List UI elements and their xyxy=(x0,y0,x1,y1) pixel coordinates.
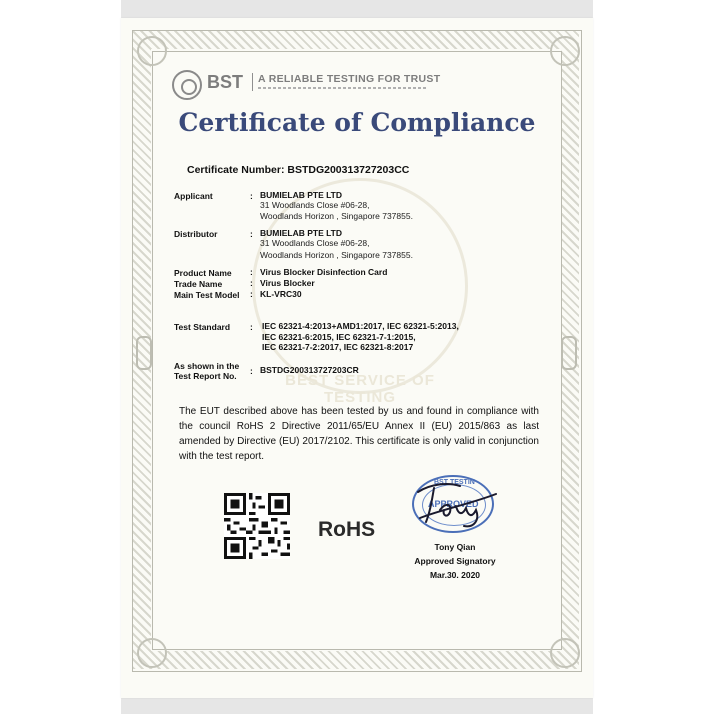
test-standard-label: Test Standard xyxy=(174,322,231,332)
brand-tagline: A RELIABLE TESTING FOR TRUST xyxy=(258,73,441,85)
corner-ornament-icon xyxy=(550,36,580,66)
watermark-text: BEST SERVICE OF TESTING xyxy=(285,372,435,406)
signatory-title: Approved Signatory xyxy=(414,556,496,566)
test-report-number: BSTDG200313727203CR xyxy=(260,365,359,375)
trade-name: Virus Blocker xyxy=(260,278,315,288)
test-standard-line: IEC 62321-6:2015, IEC 62321-7-1:2015, xyxy=(262,332,416,342)
rohs-mark: RoHS xyxy=(318,518,376,541)
brand-name: BST xyxy=(207,72,243,92)
colon: : xyxy=(250,267,253,277)
colon: : xyxy=(250,278,253,288)
applicant-name: BUMIELAB PTE LTD xyxy=(260,190,343,200)
top-background-band xyxy=(121,0,593,18)
report-label-line2: Test Report No. xyxy=(174,371,237,381)
qr-code-icon[interactable] xyxy=(224,493,290,559)
brand-tagline-fineprint xyxy=(258,87,428,89)
colon: : xyxy=(250,289,253,299)
brand-divider xyxy=(252,73,253,91)
certificate-number: Certificate Number: BSTDG200313727203CC xyxy=(187,164,410,176)
stamp-middle-text: APPROVED xyxy=(428,499,479,509)
signature-date: Mar.30. 2020 xyxy=(429,570,481,580)
signatory-block xyxy=(400,540,510,582)
distributor-address-line1: 31 Woodlands Close #06-28, xyxy=(260,238,370,248)
bst-logo-icon xyxy=(172,70,202,100)
colon: : xyxy=(250,366,253,376)
corner-ornament-icon xyxy=(137,36,167,66)
corner-ornament-icon xyxy=(137,638,167,668)
stamp-top-text: BST TESTIN xyxy=(434,479,475,486)
signature-icon xyxy=(400,470,510,530)
distributor-address-line2: Woodlands Horizon , Singapore 737855. xyxy=(260,250,413,260)
compliance-statement: The EUT described above has been tested by us and found in compliance with the council RoHS 2 Directive 2011/65/EU Annex II (EU) 2015/863 as last amended by Directive (EU) 2017/2102. This certificate is only valid in conjunction with the test report. xyxy=(179,406,539,462)
colon: : xyxy=(250,229,253,239)
trade-name-label: Trade Name xyxy=(174,279,223,289)
distributor-name: BUMIELAB PTE LTD xyxy=(260,228,343,238)
report-label-line1: As shown in the xyxy=(174,361,240,371)
product-name-label: Product Name xyxy=(174,268,232,278)
test-standard-line: IEC 62321-7-2:2017, IEC 62321-8:2017 xyxy=(262,342,414,352)
applicant-address-line1: 31 Woodlands Close #06-28, xyxy=(260,200,370,210)
side-ornament-icon xyxy=(561,336,577,370)
certificate-title: Certificate of Compliance xyxy=(178,108,536,137)
main-test-model-label: Main Test Model xyxy=(174,290,240,300)
side-ornament-icon xyxy=(136,336,152,370)
applicant-address-line2: Woodlands Horizon , Singapore 737855. xyxy=(260,211,413,221)
product-name: Virus Blocker Disinfection Card xyxy=(260,267,388,277)
corner-ornament-icon xyxy=(550,638,580,668)
applicant-label: Applicant xyxy=(174,191,213,201)
distributor-label: Distributor xyxy=(174,229,218,239)
signatory-name: Tony Qian xyxy=(434,542,476,552)
colon: : xyxy=(250,322,253,332)
colon: : xyxy=(250,191,253,201)
main-test-model: KL-VRC30 xyxy=(260,289,302,299)
test-standard-line: IEC 62321-4:2013+AMD1:2017, IEC 62321-5:2013, xyxy=(262,321,459,331)
